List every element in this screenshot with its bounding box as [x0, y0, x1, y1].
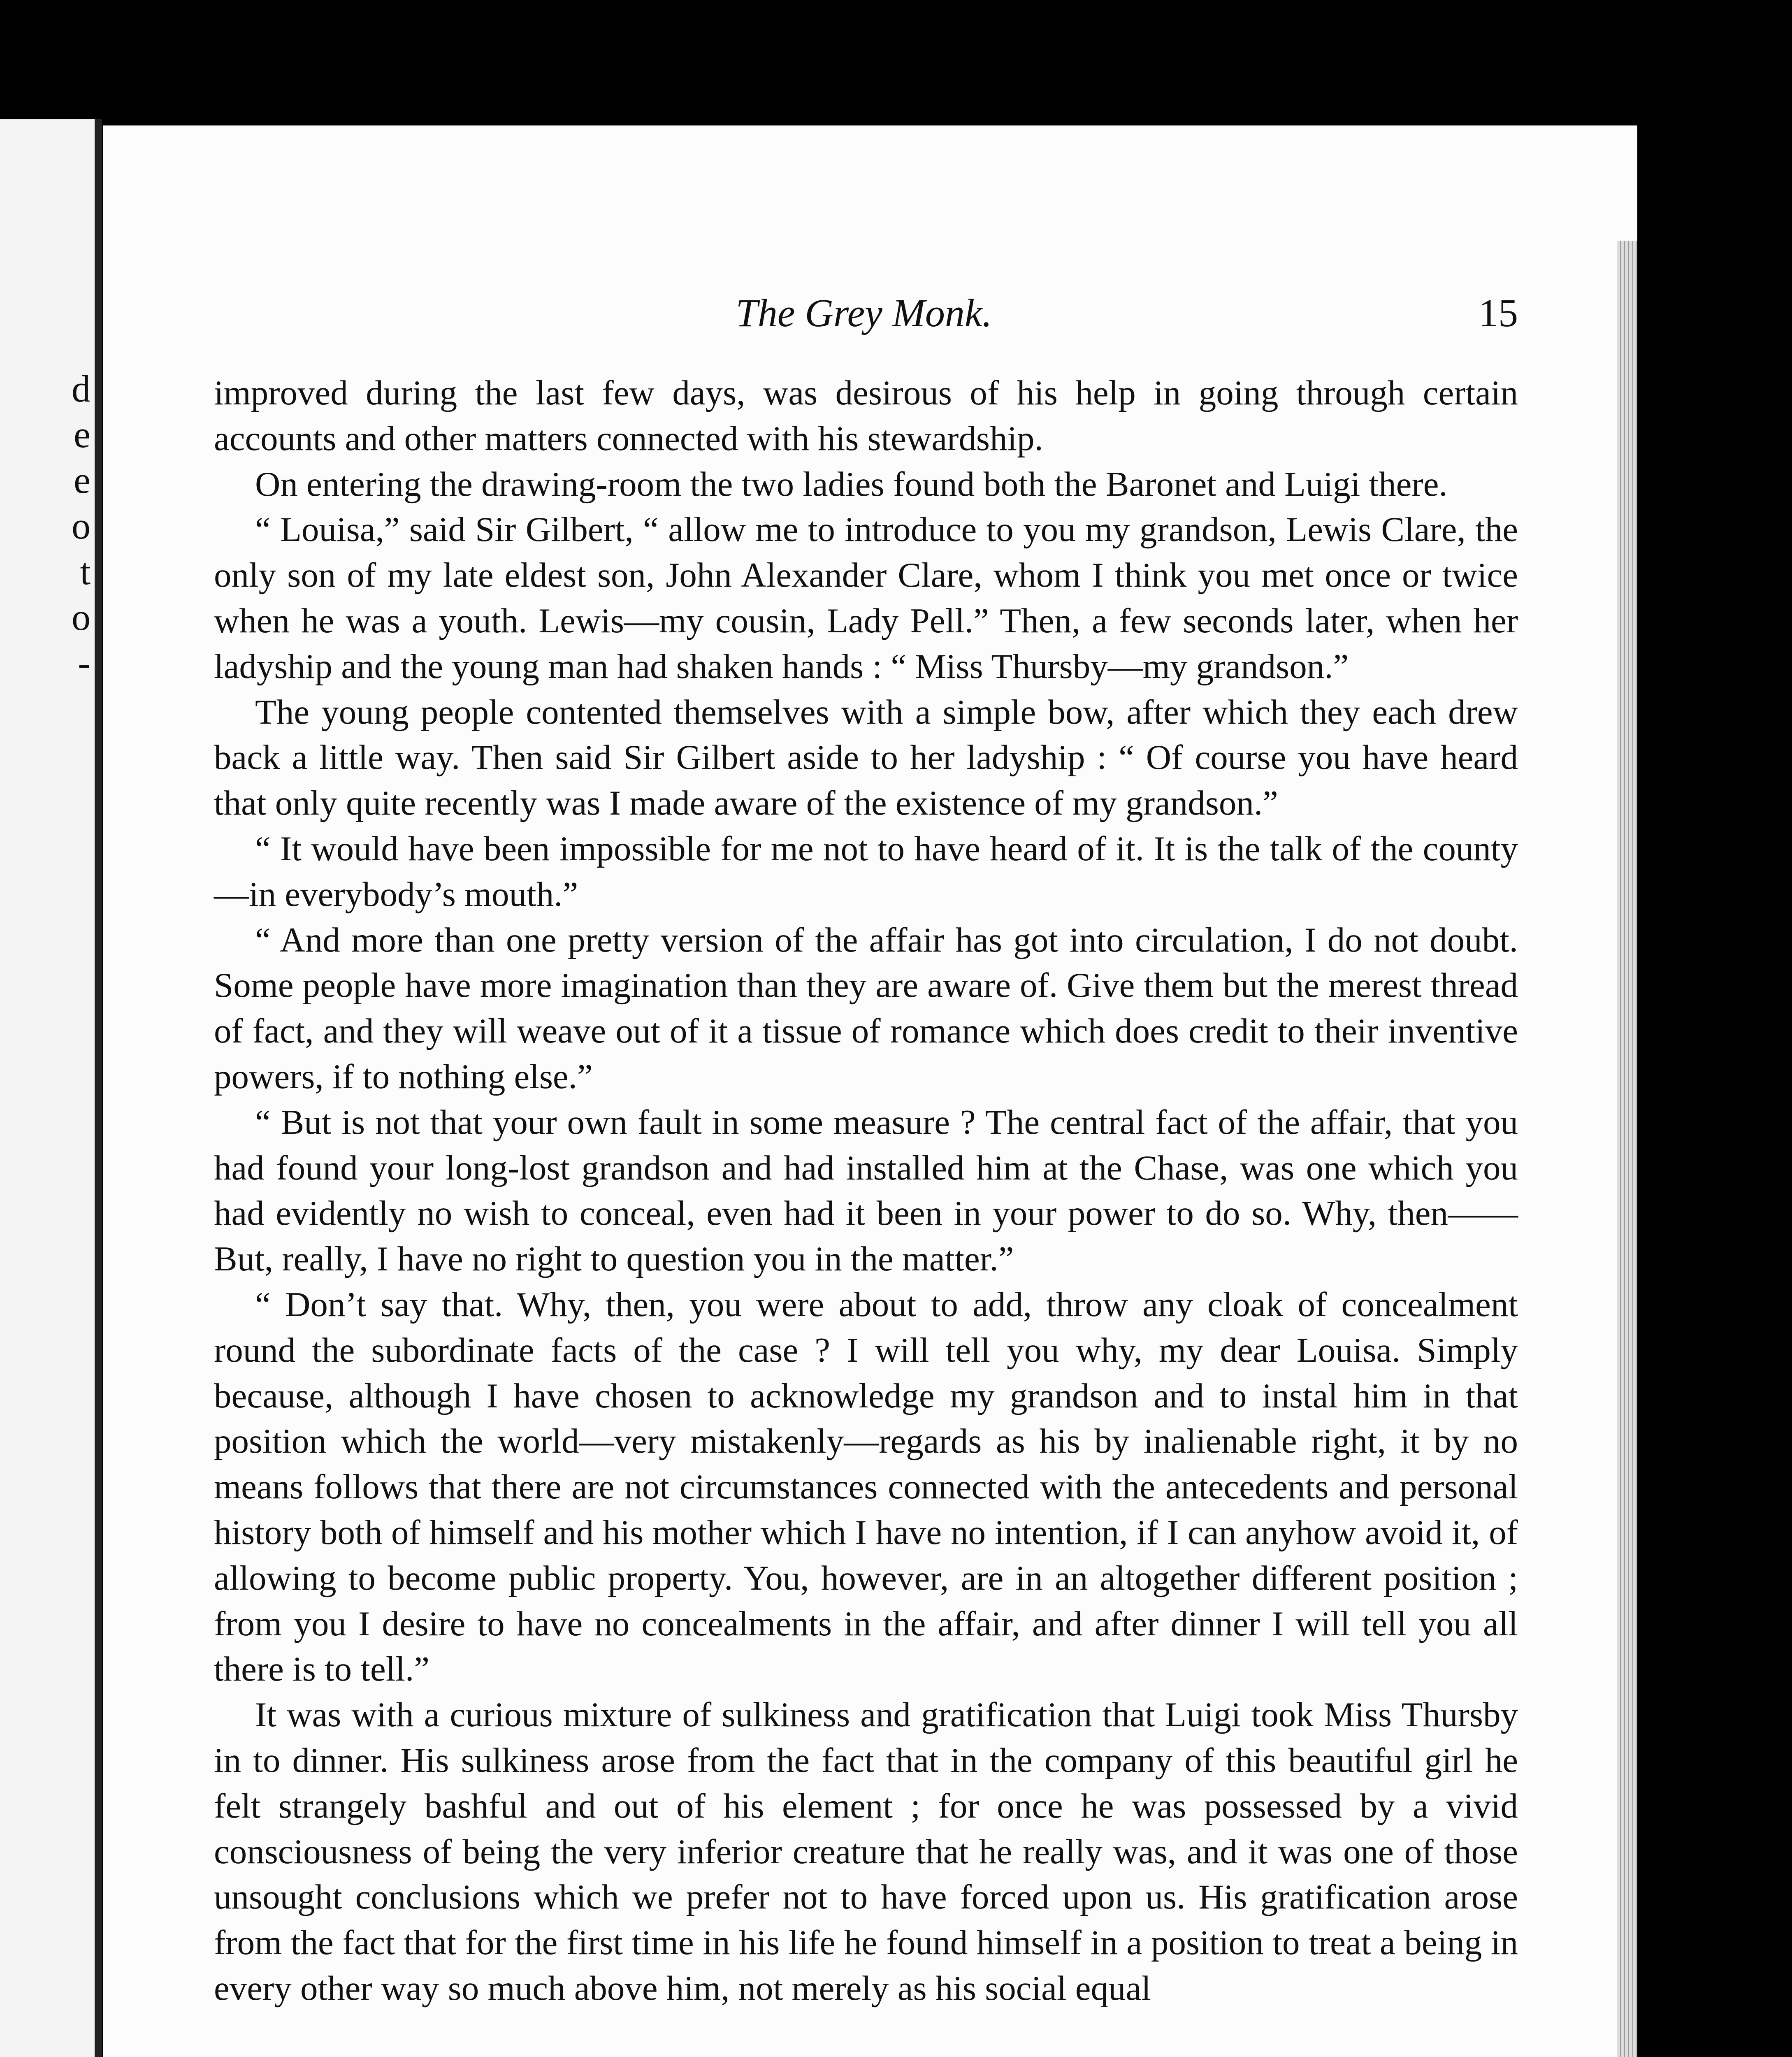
paragraph: improved during the last few days, was desirous of his help in going through certain accounts and other matters connected with his stewardship.	[214, 374, 1518, 458]
page-header	[214, 290, 1518, 344]
paragraph: “ But is not that your own fault in some measure ? The central fact of the affair, that you had found your long-lost grandson and had installed him at the Chase, was one which you had evidently no wish to conceal, even had it been in your power to do so. Why, then—— But, really, I have no right to question you in the matter.”	[214, 1103, 1518, 1279]
facing-page-char: d	[72, 368, 91, 410]
facing-page-char: t	[80, 550, 91, 592]
paragraph: “ It would have been impossible for me not to have heard of it. It is the talk of the county—in everybody’s mouth.”	[214, 829, 1518, 914]
facing-page-char: o	[72, 505, 91, 547]
facing-page-char: -	[78, 642, 91, 684]
running-title: The Grey Monk.	[736, 291, 992, 335]
facing-page-char: e	[74, 413, 91, 455]
paragraph: The young people contented themselves with a simple bow, after which they each drew back a little way. Then said Sir Gilbert aside to her ladyship : “ Of course you have heard that only quite recently was I made aware of the existence of my grandson.”	[214, 692, 1518, 823]
paragraph: On entering the drawing-room the two ladies found both the Baronet and Luigi there.	[255, 464, 1448, 504]
paragraph: “ And more than one pretty version of the affair has got into circulation, I do not doubt. Some people have more imagination than they are aware of. Give them but the merest thread of fact, and they will weave out of it a tissue of romance which does credit to their inventive powers, if to nothing else.”	[214, 920, 1518, 1096]
book-page	[103, 125, 1637, 2057]
facing-page-line-ends	[66, 366, 91, 686]
facing-page-char: o	[72, 596, 91, 638]
paragraph: It was with a curious mixture of sulkiness and gratification that Luigi took Miss Thursby in to dinner. His sulkiness arose from the fact that in the company of this beautiful girl he felt strangely bashful and out of his element ; for once he was possessed by a vivid consciousness of being the very inferior creature that he really was, and it was one of those unsought conclusions which we prefer not to have forced upon us. His gratification arose from the fact that for the first time in his life he found himself in a position to treat a being in every other way so much above him, not merely as his social equal	[214, 1695, 1518, 2008]
page-number: 15	[1479, 291, 1518, 335]
page-edge-stack	[1617, 241, 1637, 2057]
page-body	[214, 370, 1518, 2011]
paragraph: “ Don’t say that. Why, then, you were about to add, throw any cloak of concealment round the subordinate facts of the case ? I will tell you why, my dear Louisa. Simply because, although I have chosen to acknowledge my grandson and to instal him in that position which the world—very mistakenly—regards as his by inalienable right, it by no means follows that there are not circumstances connected with the antecedents and personal history both of himself and his mother which I have no intention, if I can anyhow avoid it, of allowing to become public property. You, however, are in an altogether different position ; from you I desire to have no concealments in the affair, and after dinner I will tell you all there is to tell.”	[214, 1285, 1518, 1689]
facing-page-edge	[0, 119, 102, 2057]
paragraph: “ Louisa,” said Sir Gilbert, “ allow me to introduce to you my grandson, Lewis Clare, the only son of my late eldest son, John Alexander Clare, whom I think you met once or twice when he was a youth. Lewis—my cousin, Lady Pell.” Then, a few seconds later, when her ladyship and the young man had shaken hands : “ Miss Thursby—my grandson.”	[214, 510, 1518, 686]
facing-page-char: e	[74, 459, 91, 501]
